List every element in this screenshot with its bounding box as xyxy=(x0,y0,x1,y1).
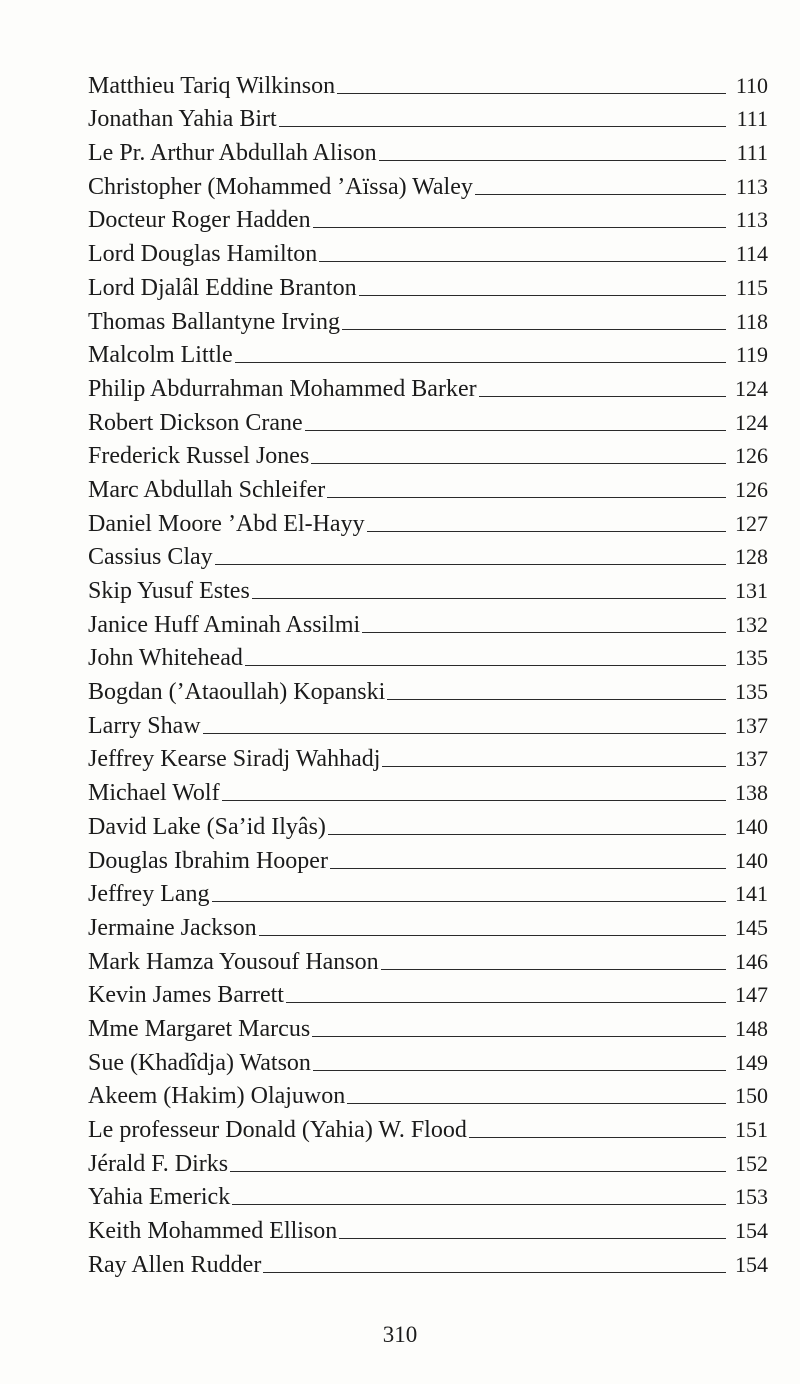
entry-name: Mme Margaret Marcus xyxy=(88,1015,311,1042)
entry-page-number: 128 xyxy=(735,544,768,570)
leader-line xyxy=(263,1272,726,1273)
page-number: 310 xyxy=(382,1322,418,1347)
toc-entry xyxy=(88,100,768,134)
toc-entry xyxy=(88,1110,768,1144)
entry-page-number: 118 xyxy=(735,308,768,334)
leader-line xyxy=(279,126,726,127)
entry-page-number: 154 xyxy=(735,1218,768,1244)
leader-line xyxy=(245,665,726,666)
entry-name: Lord Djalâl Eddine Branton xyxy=(88,274,357,301)
entry-name: Jermaine Jackson xyxy=(88,914,257,941)
entry-page-number: 131 xyxy=(735,578,768,603)
leader-line xyxy=(259,935,726,936)
entry-page-number: 124 xyxy=(735,375,768,401)
entry-name: Docteur Roger Hadden xyxy=(88,207,311,234)
toc-entry xyxy=(88,1144,768,1178)
entry-page-number: 146 xyxy=(735,948,768,974)
entry-page-number: 114 xyxy=(735,241,768,267)
leader-line xyxy=(319,261,726,262)
leader-line xyxy=(230,1171,726,1172)
entry-page-number: 149 xyxy=(735,1049,768,1075)
toc-entry xyxy=(88,369,768,403)
toc-entry xyxy=(88,437,768,471)
toc-entry xyxy=(88,234,768,268)
entry-page-number: 154 xyxy=(735,1251,768,1277)
entry-page-number: 138 xyxy=(735,780,768,806)
leader-line xyxy=(212,901,727,902)
toc-entry xyxy=(88,942,768,976)
table-of-contents xyxy=(88,66,768,1279)
entry-name: Jonathan Yahia Birt xyxy=(88,106,277,133)
toc-entry xyxy=(88,605,768,639)
entry-page-number: 140 xyxy=(735,847,768,873)
leader-line xyxy=(203,733,726,734)
entry-page-number: 148 xyxy=(735,1015,768,1041)
entry-page-number: 147 xyxy=(735,982,768,1008)
entry-page-number: 119 xyxy=(735,342,768,368)
leader-line xyxy=(305,430,726,431)
leader-line xyxy=(359,295,726,296)
toc-entry xyxy=(88,875,768,909)
leader-line xyxy=(235,362,726,363)
toc-entry xyxy=(88,908,768,942)
toc-entry xyxy=(88,1178,768,1212)
toc-entry xyxy=(88,639,768,673)
entry-name: Jérald F. Dirks xyxy=(88,1150,229,1177)
entry-name: Kevin James Barrett xyxy=(88,982,284,1009)
leader-line xyxy=(232,1204,726,1205)
entry-page-number: 135 xyxy=(735,679,768,705)
entry-page-number: 150 xyxy=(735,1083,768,1109)
leader-line xyxy=(387,699,726,700)
entry-page-number: 137 xyxy=(735,712,768,738)
entry-name: Philip Abdurrahman Mohammed Barker xyxy=(88,375,477,402)
entry-page-number: 126 xyxy=(735,476,768,502)
entry-name: John Whitehead xyxy=(88,645,243,672)
toc-entry xyxy=(88,1211,768,1245)
leader-line xyxy=(313,1070,726,1071)
entry-page-number: 113 xyxy=(735,173,768,199)
leader-line xyxy=(362,632,726,633)
entry-name: David Lake (Sa’id Ilyâs) xyxy=(88,813,326,840)
leader-line xyxy=(327,497,726,498)
entry-name: Malcolm Little xyxy=(88,342,233,369)
leader-line xyxy=(330,868,726,869)
toc-entry xyxy=(88,773,768,807)
entry-page-number: 140 xyxy=(735,813,768,839)
entry-name: Le professeur Donald (Yahia) W. Flood xyxy=(88,1117,467,1143)
leader-line xyxy=(313,227,726,228)
entry-page-number: 151 xyxy=(735,1117,768,1142)
entry-name: Thomas Ballantyne Irving xyxy=(88,308,340,335)
entry-page-number: 113 xyxy=(735,207,768,233)
entry-name: Douglas Ibrahim Hooper xyxy=(88,847,328,874)
entry-name: Daniel Moore ’Abd El-Hayy xyxy=(88,510,365,537)
entry-page-number: 145 xyxy=(735,914,768,940)
entry-page-number: 111 xyxy=(736,140,768,166)
entry-name: Robert Dickson Crane xyxy=(88,409,303,436)
toc-entry xyxy=(88,1245,768,1279)
toc-entry xyxy=(88,538,768,572)
toc-entry xyxy=(88,66,768,100)
entry-name: Cassius Clay xyxy=(88,544,213,571)
toc-entry xyxy=(88,133,768,167)
entry-page-number: 137 xyxy=(735,746,768,772)
entry-name: Marc Abdullah Schleifer xyxy=(88,476,326,503)
entry-page-number: 111 xyxy=(736,106,768,132)
toc-entry xyxy=(88,336,768,370)
entry-page-number: 126 xyxy=(735,443,768,469)
leader-line xyxy=(469,1137,726,1138)
entry-name: Bogdan (’Ataoullah) Kopanski xyxy=(88,679,386,706)
toc-entry xyxy=(88,201,768,235)
entry-name: Mark Hamza Yousouf Hanson xyxy=(88,948,379,975)
entry-name: Jeffrey Lang xyxy=(88,881,210,908)
leader-line xyxy=(312,1036,726,1037)
leader-line xyxy=(337,93,726,94)
leader-line xyxy=(479,396,726,397)
toc-entry xyxy=(88,470,768,504)
toc-entry xyxy=(88,740,768,774)
leader-line xyxy=(347,1103,726,1104)
toc-entry xyxy=(88,672,768,706)
toc-entry xyxy=(88,976,768,1010)
entry-name: Sue (Khadîdja) Watson xyxy=(88,1049,311,1076)
entry-name: Jeffrey Kearse Siradj Wahhadj xyxy=(88,746,381,773)
entry-name: Keith Mohammed Ellison xyxy=(88,1218,338,1245)
leader-line xyxy=(342,329,726,330)
leader-line xyxy=(379,160,726,161)
entry-name: Matthieu Tariq Wilkinson xyxy=(88,72,336,99)
entry-name: Lord Douglas Hamilton xyxy=(88,241,318,268)
entry-name: Larry Shaw xyxy=(88,712,201,739)
toc-entry xyxy=(88,268,768,302)
entry-page-number: 124 xyxy=(735,409,768,435)
entry-page-number: 110 xyxy=(735,72,768,98)
entry-name: Ray Allen Rudder xyxy=(88,1251,262,1278)
entry-name: Skip Yusuf Estes xyxy=(88,578,250,604)
entry-page-number: 127 xyxy=(735,510,768,536)
entry-name: Christopher (Mohammed ’Aïssa) Waley xyxy=(88,173,473,200)
leader-line xyxy=(252,598,726,599)
entry-name: Akeem (Hakim) Olajuwon xyxy=(88,1083,346,1110)
entry-page-number: 132 xyxy=(735,611,768,637)
entry-page-number: 115 xyxy=(735,274,768,300)
toc-entry xyxy=(88,706,768,740)
entry-name: Janice Huff Aminah Assilmi xyxy=(88,611,361,638)
entry-page-number: 135 xyxy=(735,645,768,671)
entry-name: Frederick Russel Jones xyxy=(88,443,310,470)
entry-name: Le Pr. Arthur Abdullah Alison xyxy=(88,140,377,167)
toc-entry xyxy=(88,571,768,605)
leader-line xyxy=(311,463,726,464)
leader-line xyxy=(382,766,726,767)
leader-line xyxy=(222,800,726,801)
entry-page-number: 153 xyxy=(735,1184,768,1210)
entry-page-number: 141 xyxy=(735,881,768,907)
toc-entry xyxy=(88,807,768,841)
leader-line xyxy=(339,1238,726,1239)
entry-name: Michael Wolf xyxy=(88,780,220,807)
toc-entry xyxy=(88,403,768,437)
toc-entry xyxy=(88,1077,768,1111)
leader-line xyxy=(328,834,726,835)
toc-entry xyxy=(88,504,768,538)
leader-line xyxy=(215,564,726,565)
leader-line xyxy=(381,969,726,970)
toc-entry xyxy=(88,1043,768,1077)
toc-entry xyxy=(88,1009,768,1043)
entry-name: Yahia Emerick xyxy=(88,1184,231,1211)
toc-entry xyxy=(88,302,768,336)
toc-entry xyxy=(88,167,768,201)
leader-line xyxy=(367,531,726,532)
leader-line xyxy=(475,194,726,195)
toc-entry xyxy=(88,841,768,875)
leader-line xyxy=(286,1002,726,1003)
entry-page-number: 152 xyxy=(735,1150,768,1176)
